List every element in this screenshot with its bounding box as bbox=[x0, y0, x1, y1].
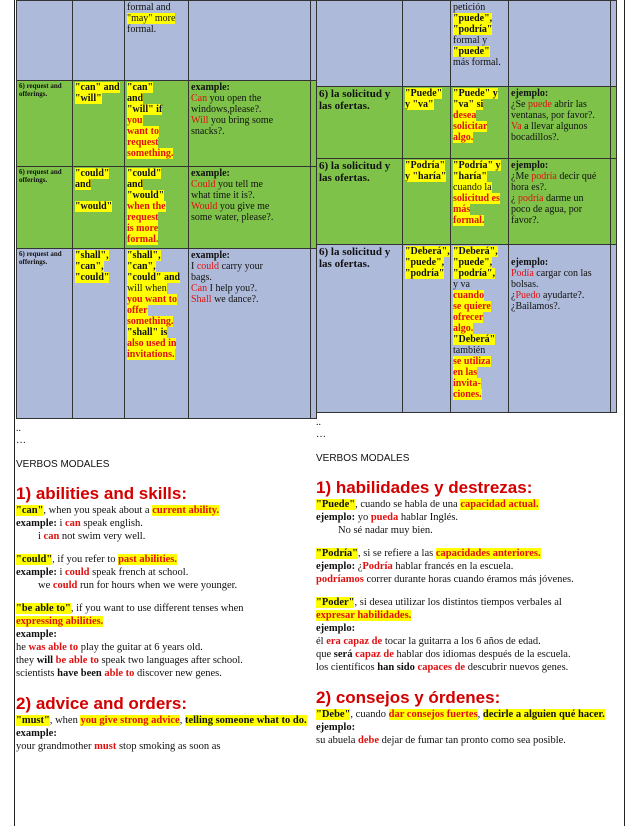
example-cell: ejemplo: ¿Me podría decir qué hora es?. ¿ podría darme un poco de agua, por favor?. bbox=[509, 159, 611, 245]
usage-cell: "Podría" y "haría" cuando la solicitud es más formal. bbox=[451, 159, 509, 245]
heading-advice: 2) advice and orders: bbox=[16, 694, 188, 713]
table-row: 6) la solicitud y las ofertas. "Puede" y "va" "Puede" y "va" si desea solicitar algo. ejemplo: ¿Se puede abrir las ventanas, por favor?. Va a llevar algunos bocadillos?. bbox=[317, 87, 617, 159]
table-row bbox=[17, 81, 317, 167]
ellipsis: .. … bbox=[316, 417, 326, 440]
english-column bbox=[16, 0, 317, 753]
table-row: 6) request and offerings. "shall", "can", "could" "shall", "can", "could" and will when you want to offer something. "shall" is also used in invitations. example: I could carry your bags. Can I help you?. Shall we dance?. bbox=[17, 249, 317, 419]
modal-table-spanish bbox=[316, 0, 617, 413]
paragraph-be-able-to: "be able to", if you want to use different tenses when expressing abilities. example: he was able to play the guitar at 6 years old. they will be able to speak two languages after school. scientists have been able to discover new genes. bbox=[16, 603, 244, 679]
section-title: VERBOS MODALES bbox=[16, 459, 110, 470]
usage-cell: "Puede" y "va" si desea solicitar algo. bbox=[451, 87, 509, 159]
heading-consejos: 2) consejos y órdenes: bbox=[316, 688, 501, 707]
heading-habilidades: 1) habilidades y destrezas: bbox=[316, 478, 533, 497]
example-cell: example: Could you tell me what time it is?. Would you give me some water, please?. bbox=[189, 167, 311, 249]
paragraph-must: "must", when you give strong advice, telling someone what to do. example: your grandmother must stop smoking as soon as bbox=[16, 715, 307, 752]
paragraph-poder: "Poder", si desea utilizar los distintos tiempos verbales al expresar habilidades. ejemplo: él era capaz de tocar la guitarra a los 6 años de edad. que será capaz de hablar dos idiomas después de la escuela. los científicos han sido capaces de descubrir nuevos genes. bbox=[316, 597, 571, 673]
category-label: 6) la solicitud y las ofertas. bbox=[319, 88, 391, 112]
paragraph-podria: "Podría", si se refiere a las capacidades anteriores. ejemplo: ¿Podría hablar francés en la escuela. podríamos correr durante horas cuando éramos más jóvenes. bbox=[316, 548, 574, 585]
heading-abilities: 1) abilities and skills: bbox=[16, 484, 188, 503]
paragraph-debe: "Debe", cuando dar consejos fuertes, decirle a alguien qué hacer. ejemplo: su abuela debe dejar de fumar tan pronto como sea posible. bbox=[316, 709, 605, 746]
example-cell: example: Can you open the windows,please?. Will you bring some snacks?. bbox=[189, 81, 311, 167]
modal-label: "can" and "will" bbox=[75, 82, 120, 104]
table-row bbox=[317, 1, 617, 87]
category-label: 6) request and offerings. bbox=[19, 168, 62, 184]
table-cell: petición "puede", "podría" formal y "puede" más formal. bbox=[451, 1, 509, 87]
category-label: 6) request and offerings. bbox=[19, 82, 62, 98]
usage-cell: "could" and "would" when the request is more formal. bbox=[125, 167, 189, 249]
category-label: 6) la solicitud y las ofertas. bbox=[319, 160, 391, 184]
ellipsis: .. … bbox=[16, 423, 26, 446]
usage-cell: "Deberá", "puede", "podría", y va cuando se quiere ofrecer algo. "Deberá" también se utiliza en las invita- ciones. bbox=[451, 245, 509, 413]
example-cell: ejemplo: Podía cargar con las bolsas. ¿Puedo ayudarte?. ¿Bailamos?. bbox=[509, 245, 611, 413]
table-row bbox=[17, 1, 317, 81]
table-row: 6) la solicitud y las ofertas. "Podría" y "haría" "Podría" y "haría" cuando la solicitud es más formal. ejemplo: ¿Me podría decir qué hora es?. ¿ podría darme un poco de agua, por favor?. bbox=[317, 159, 617, 245]
table-row: 6) request and offerings. "could" and "would" "could" and "would" when the request is more formal. example: Could you tell me what time it is?. Would you give me some water, please?. bbox=[17, 167, 317, 249]
modal-table-english bbox=[16, 0, 317, 419]
example-cell: example: I could carry your bags. Can I help you?. Shall we dance?. bbox=[189, 249, 311, 419]
paragraph-can: "can", when you speak about a current ability. example: i can speak english. i can not swim very well. bbox=[16, 505, 220, 542]
paragraph-could: "could", if you refer to past abilities. example: i could speak french at school. we could run for hours when we were younger. bbox=[16, 554, 238, 591]
category-label: 6) la solicitud y las ofertas. bbox=[319, 246, 391, 270]
usage-cell: "shall", "can", "could" and will when you want to offer something. "shall" is also used in invitations. bbox=[125, 249, 189, 419]
table-row: 6) la solicitud y las ofertas. "Deberá", "puede", "podría" "Deberá", "puede", "podría", y va cuando se quiere ofrecer algo. "Deberá" también se utiliza en las invita- ciones. ejemplo: Podía cargar con las bolsas. ¿Puedo ayudarte?. ¿Bailamos?. bbox=[317, 245, 617, 413]
example-cell: ejemplo: ¿Se puede abrir las ventanas, por favor?. Va a llevar algunos bocadillos?. bbox=[509, 87, 611, 159]
table-cell: formal and "may" more formal. bbox=[125, 1, 189, 81]
usage-cell: "can" and "will" if you want to request something. bbox=[125, 81, 189, 167]
paragraph-puede: "Puede", cuando se habla de una capacidad actual. ejemplo: yo pueda hablar Inglés. No sé nadar muy bien. bbox=[316, 499, 539, 536]
section-title: VERBOS MODALES bbox=[316, 453, 410, 464]
spanish-column bbox=[316, 0, 617, 747]
category-label: 6) request and offerings. bbox=[19, 250, 62, 266]
